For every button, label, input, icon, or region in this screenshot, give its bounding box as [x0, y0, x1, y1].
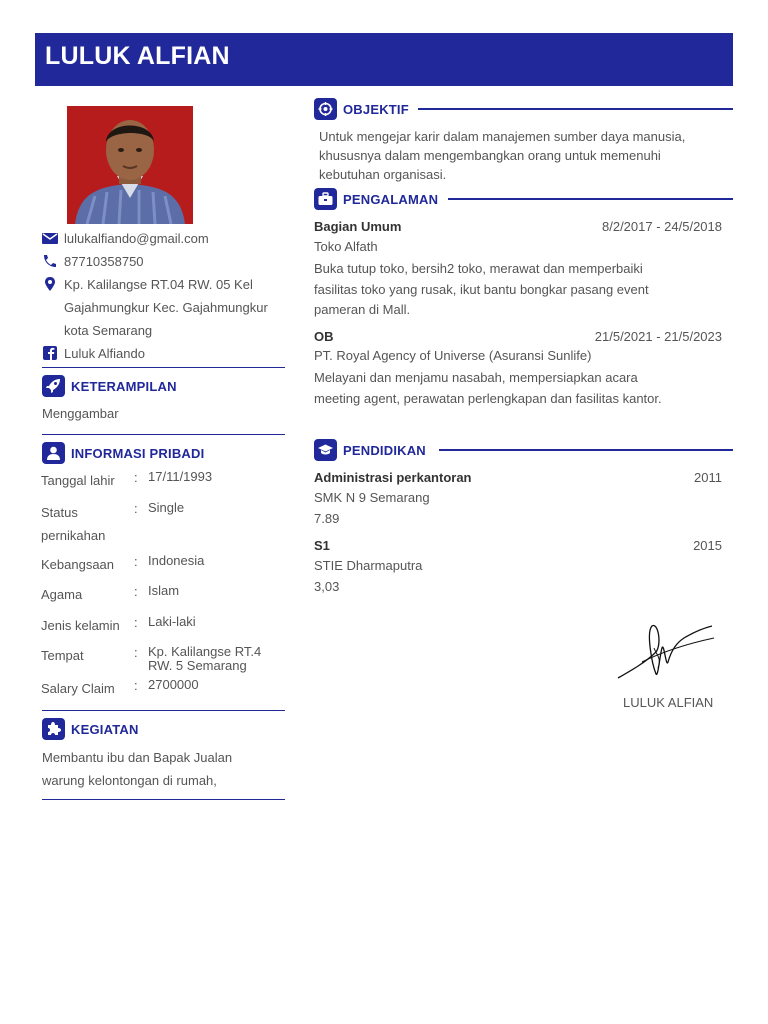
experience-dates: 21/5/2021 - 21/5/2023 [594, 329, 722, 344]
experience-company: Toko Alfath [314, 239, 378, 254]
activities-header [42, 718, 287, 740]
address-text: Kp. Kalilangse RT.04 RW. 05 Kel Gajahmungkur Kec. Gajahmungkur kota Semarang [64, 277, 268, 338]
signature-name: LULUK ALFIAN [623, 695, 714, 710]
education-title: PENDIDIKAN [343, 443, 426, 458]
divider [42, 710, 285, 711]
profile-photo [67, 106, 193, 224]
rocket-icon [42, 375, 65, 397]
section-line [439, 449, 733, 451]
puzzle-icon [42, 718, 65, 740]
objective-text: Untuk mengejar karir dalam manajemen sumber daya manusia, khususnya dalam mengembangkan orang untuk memenuhi kebutuhan organisasi. [319, 129, 686, 182]
phone-icon [42, 254, 58, 268]
education-school: SMK N 9 Semarang [314, 490, 430, 505]
info-value-salary: 2700000 [148, 677, 199, 692]
info-value-place: Kp. Kalilangse RT.4 RW. 5 Semarang [148, 644, 262, 673]
info-label-birthdate: Tanggal lahir [41, 473, 115, 488]
experience-position: Bagian Umum [314, 219, 402, 234]
education-year: 2015 [693, 538, 722, 553]
contact-phone [42, 250, 287, 273]
education-major: S1 [314, 538, 330, 553]
graduation-cap-icon [314, 439, 337, 461]
facebook-icon [42, 346, 58, 360]
divider [42, 367, 285, 368]
activities-text: Membantu ibu dan Bapak Jualan warung kelontongan di rumah, [42, 750, 233, 788]
experience-title: PENGALAMAN [343, 192, 439, 207]
map-pin-icon [42, 277, 58, 291]
info-colon: : [134, 584, 138, 599]
personal-info-header [42, 442, 287, 464]
skill-item: Menggambar [42, 406, 119, 421]
info-label-nationality: Kebangsaan [41, 557, 115, 572]
contact-email [42, 227, 287, 250]
user-icon [42, 442, 65, 464]
experience-header [314, 188, 734, 210]
info-label-marital: Status pernikahan [41, 505, 106, 543]
divider [42, 434, 285, 435]
signature-image [612, 618, 716, 682]
info-value-nationality: Indonesia [148, 553, 205, 568]
experience-description: Buka tutup toko, bersih2 toko, merawat dan memperbaiki fasilitas toko yang rusak, ikut bantu bongkar pasang event pameran di Mall. [314, 261, 649, 317]
education-major: Administrasi perkantoran [314, 470, 472, 485]
section-line [448, 198, 733, 200]
education-year: 2011 [694, 470, 722, 485]
education-school: STIE Dharmaputra [314, 558, 423, 573]
info-colon: : [134, 678, 138, 693]
briefcase-icon [314, 188, 337, 210]
info-label-salary: Salary Claim [41, 681, 115, 696]
target-icon [314, 98, 337, 120]
skills-header [42, 375, 287, 397]
facebook-text: Luluk Alfiando [64, 346, 145, 361]
objective-header [314, 98, 734, 120]
info-value-marital: Single [148, 500, 185, 515]
info-colon: : [134, 501, 138, 516]
info-label-gender: Jenis kelamin [41, 618, 120, 633]
info-value-religion: Islam [148, 583, 180, 598]
info-colon: : [134, 470, 138, 485]
experience-position: OB [314, 329, 334, 344]
candidate-name: LULUK ALFIAN [45, 42, 230, 70]
experience-dates: 8/2/2017 - 24/5/2018 [602, 219, 722, 234]
name-header [35, 33, 733, 86]
info-colon: : [134, 615, 138, 630]
contact-facebook [42, 342, 287, 365]
email-text: lulukalfiando@gmail.com [64, 231, 209, 246]
contact-address [42, 273, 287, 342]
phone-text: 87710358750 [64, 254, 144, 269]
objective-title: OBJEKTIF [343, 102, 409, 117]
info-colon: : [134, 554, 138, 569]
education-grade: 7.89 [314, 511, 340, 526]
envelope-icon [42, 231, 58, 245]
education-header [314, 439, 734, 461]
section-line [418, 108, 733, 110]
experience-company: PT. Royal Agency of Universe (Asuransi Sunlife) [314, 348, 592, 363]
info-value-gender: Laki-laki [148, 614, 196, 629]
divider [42, 799, 285, 800]
experience-description: Melayani dan menjamu nasabah, mempersiapkan acara meeting agent, perawatan perlengkapan dan fasilitas kantor. [314, 370, 662, 406]
personal-info-title: INFORMASI PRIBADI [71, 446, 205, 461]
info-value-birthdate: 17/11/1993 [148, 469, 213, 484]
education-grade: 3,03 [314, 579, 340, 594]
info-colon: : [134, 645, 138, 660]
info-label-religion: Agama [41, 587, 83, 602]
skills-title: KETERAMPILAN [71, 379, 177, 394]
activities-title: KEGIATAN [71, 722, 139, 737]
info-label-place: Tempat [41, 648, 84, 663]
